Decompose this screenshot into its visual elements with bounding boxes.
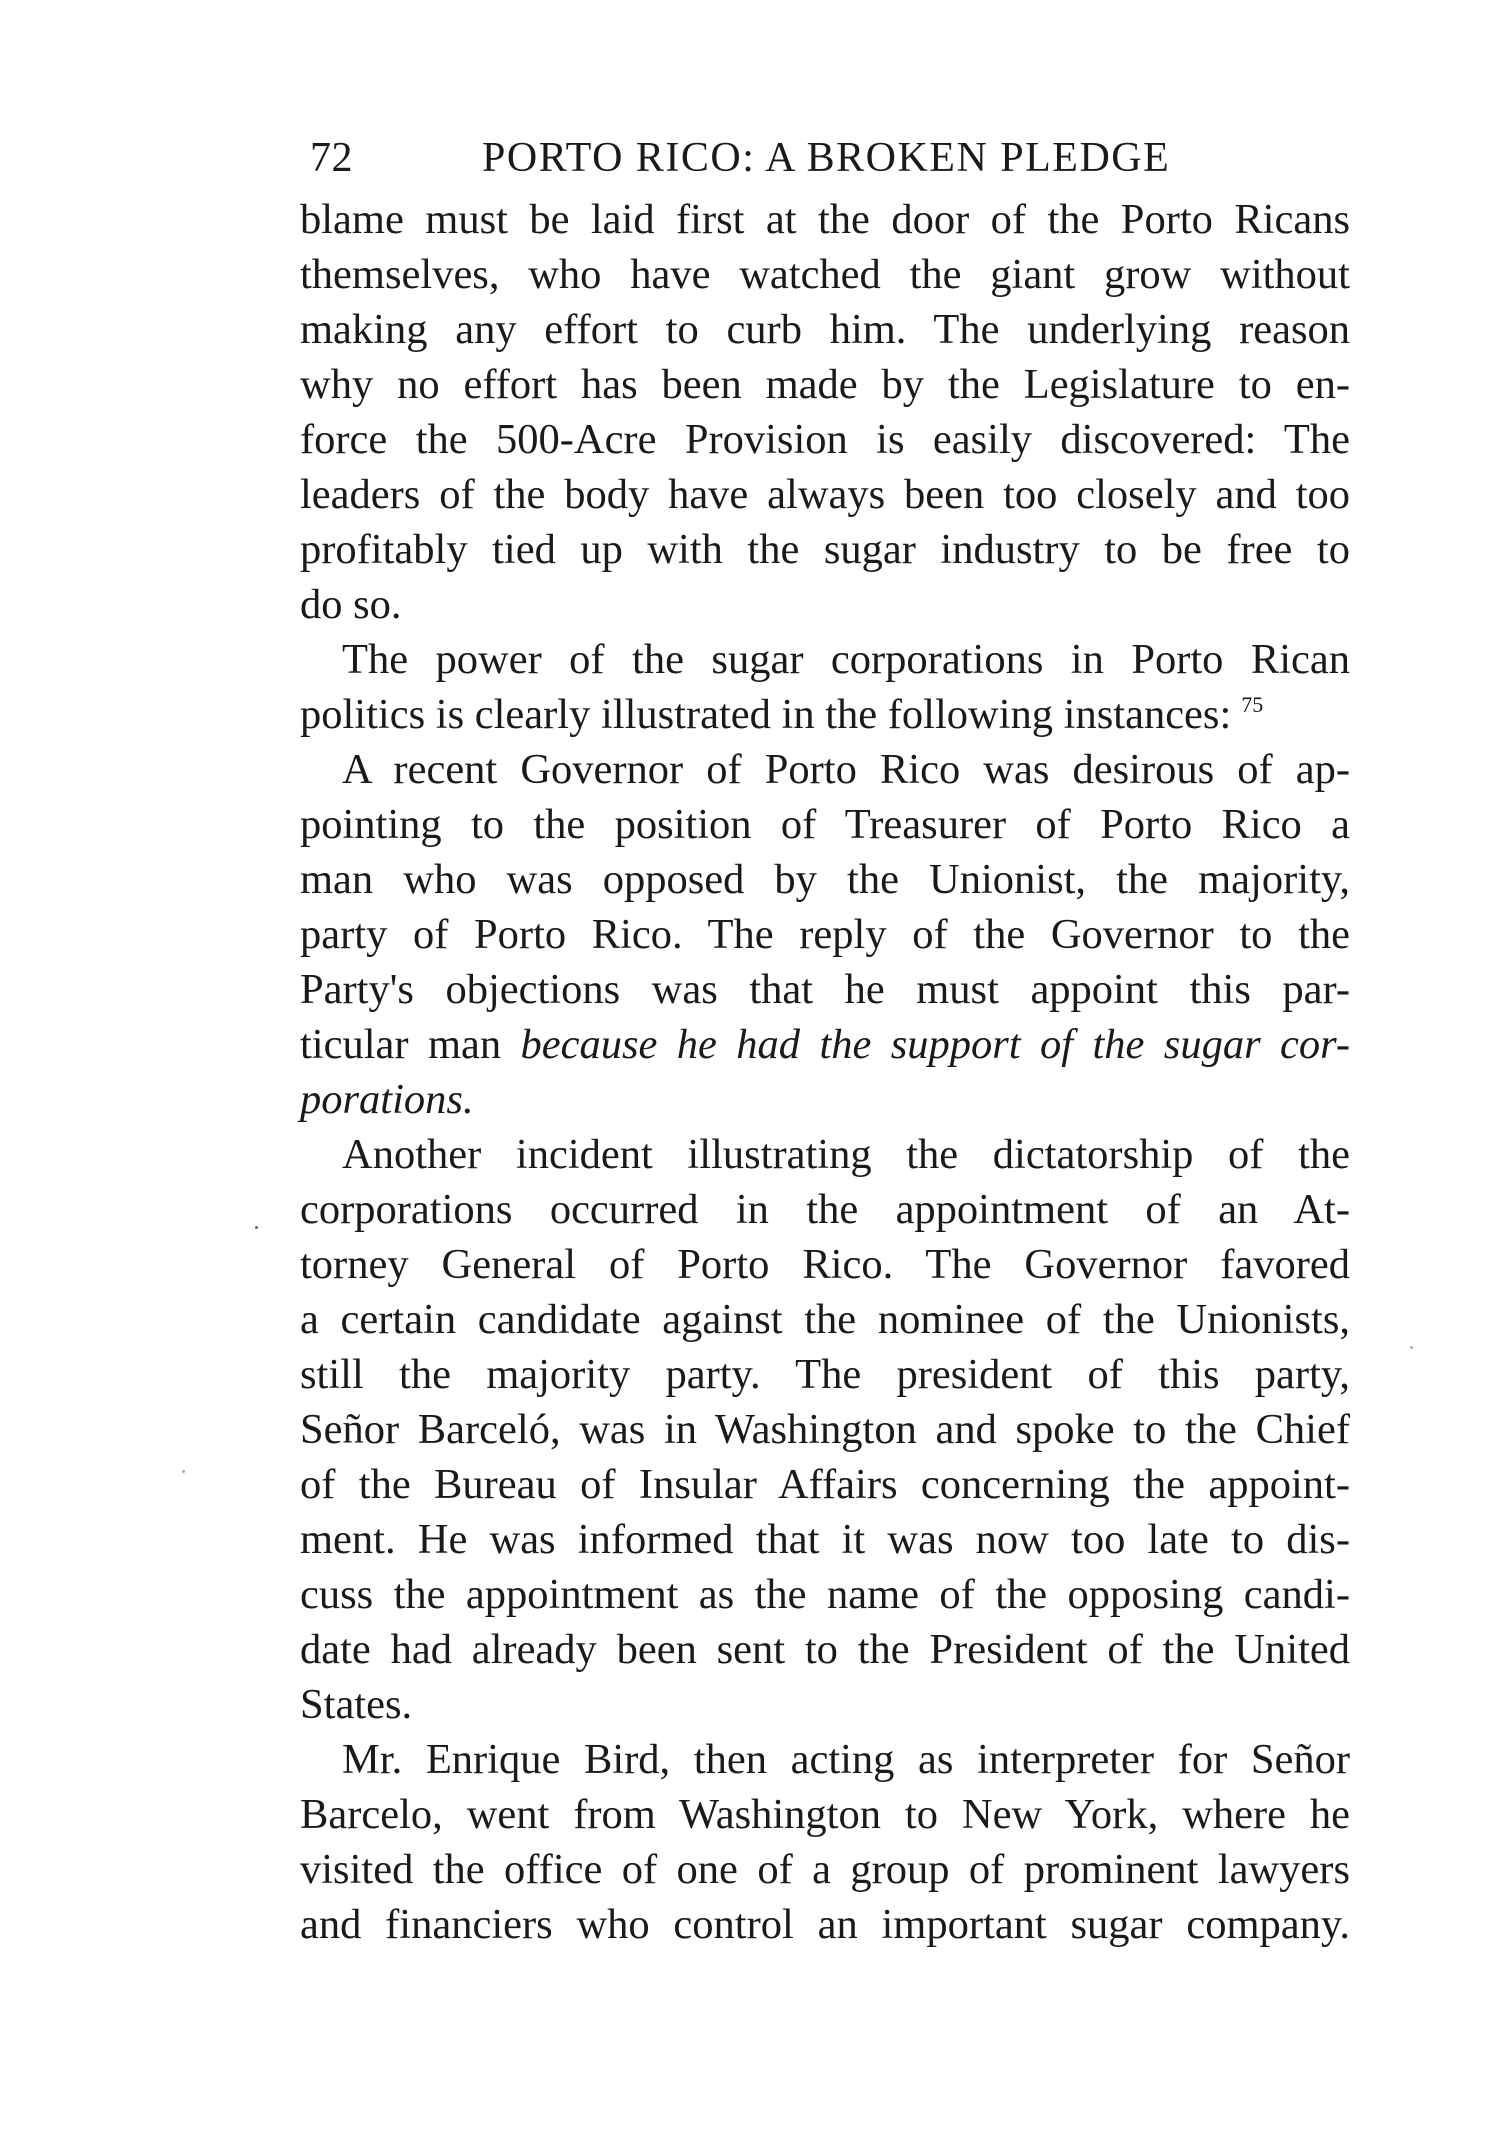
- text-line: man who was opposed by the Unionist, the majority,: [300, 856, 1350, 903]
- text-span: ticular man: [300, 1021, 521, 1068]
- text-line: visited the office of one of a group of prominent lawyers: [300, 1846, 1350, 1893]
- scan-speck: [182, 1470, 185, 1473]
- text-line: cuss the appointment as the name of the opposing candi-: [300, 1571, 1350, 1618]
- text-line: date had already been sent to the President of the United: [300, 1626, 1350, 1673]
- text-line: corporations occurred in the appointment of an At-: [300, 1186, 1350, 1233]
- scan-speck: [255, 1226, 258, 1229]
- running-head: [310, 128, 1340, 188]
- text-line: Another incident illustrating the dictatorship of the: [342, 1131, 1350, 1178]
- text-line: [300, 1072, 1350, 1127]
- text-line: States.: [300, 1681, 413, 1728]
- paragraph-1: [300, 192, 1350, 632]
- text-line: why no effort has been made by the Legislature to en-: [300, 361, 1350, 408]
- text-line: still the majority party. The president of this party,: [300, 1351, 1350, 1398]
- text-line: Mr. Enrique Bird, then acting as interpreter for Señor: [342, 1736, 1350, 1783]
- running-title: PORTO RICO: A BROKEN PLEDGE: [482, 135, 1171, 181]
- footnote-reference: 75: [1241, 692, 1264, 717]
- text-line: pointing to the position of Treasurer of Porto Rico a: [300, 801, 1350, 848]
- text-line: do so.: [300, 581, 402, 628]
- text-line: Barcelo, went from Washington to New York, where he: [300, 1791, 1350, 1838]
- paragraph-5: [300, 1732, 1350, 1952]
- text-line: a certain candidate against the nominee of the Unionists,: [300, 1296, 1350, 1343]
- text-line-with-italic: [300, 1017, 1350, 1072]
- text-line: torney General of Porto Rico. The Governor favored: [300, 1241, 1350, 1288]
- italic-emphasis: because he had the support of the sugar cor-: [520, 1021, 1350, 1068]
- text-line: and financiers who control an important sugar company.: [300, 1901, 1350, 1948]
- paragraph-4: [300, 1127, 1350, 1732]
- text-line: making any effort to curb him. The underlying reason: [300, 306, 1350, 353]
- text-line: Señor Barceló, was in Washington and spoke to the Chief: [300, 1406, 1350, 1453]
- text-line: of the Bureau of Insular Affairs concerning the appoint-: [300, 1461, 1350, 1508]
- text-line: A recent Governor of Porto Rico was desirous of ap-: [342, 746, 1350, 793]
- text-line: Party's objections was that he must appoint this par-: [300, 966, 1350, 1013]
- scan-speck: [1410, 1346, 1413, 1349]
- text-line: ment. He was informed that it was now too late to dis-: [300, 1516, 1350, 1563]
- text-line: force the 500-Acre Provision is easily discovered: The: [300, 416, 1350, 463]
- page-number: 72: [310, 135, 353, 181]
- text-line-with-footnote: [300, 687, 1350, 742]
- text-line: profitably tied up with the sugar industry to be free to: [300, 526, 1350, 573]
- paragraph-2: [300, 632, 1350, 742]
- italic-emphasis: porations.: [300, 1076, 474, 1123]
- text-line: blame must be laid first at the door of the Porto Ricans: [300, 196, 1350, 243]
- text-line: leaders of the body have always been too closely and too: [300, 471, 1350, 518]
- paragraph-3: [300, 742, 1350, 1127]
- body-text: [300, 192, 1350, 1952]
- text-span: politics is clearly illustrated in the following instances:: [300, 691, 1232, 738]
- text-line: party of Porto Rico. The reply of the Governor to the: [300, 911, 1350, 958]
- text-line: The power of the sugar corporations in Porto Rican: [342, 636, 1350, 683]
- text-line: themselves, who have watched the giant grow without: [300, 251, 1350, 298]
